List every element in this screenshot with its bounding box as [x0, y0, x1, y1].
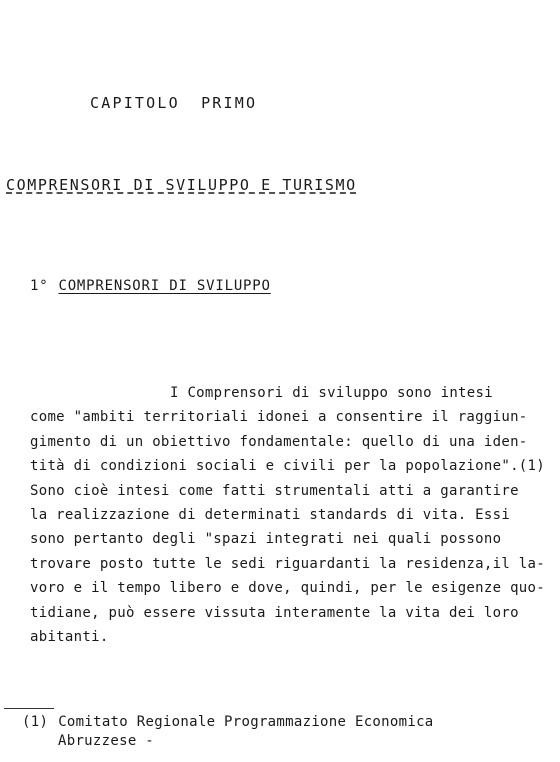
chapter-title: COMPRENSORI DI SVILUPPO E TURISMO — [6, 176, 357, 194]
footnote-text: Comitato Regionale Programmazione Economica — [58, 714, 434, 730]
paragraph-line: la realizzazione di determinati standards di vita. Essi — [30, 507, 511, 524]
paragraph-line: abitanti. — [30, 629, 109, 646]
chapter-label: CAPITOLO PRIMO — [90, 94, 258, 112]
paragraph-line: Sono cioè intesi come fatti strumentali atti a garantire — [30, 482, 519, 499]
footnote-line — [22, 713, 434, 732]
paragraph-line: voro e il tempo libero e dove, quindi, per le esigenze quo- — [30, 580, 545, 597]
paragraph-line: come "ambiti territoriali idonei a consentire il raggiun- — [30, 409, 528, 426]
section-heading — [30, 278, 271, 294]
footnote-line: Abruzzese - — [58, 733, 155, 749]
paragraph-line: I Comprensori di sviluppo sono intesi — [170, 385, 493, 401]
body-paragraph — [30, 381, 550, 649]
paragraph-line: tità di condizioni sociali e civili per la popolazione".(1) — [30, 458, 545, 475]
section-number: 1° — [30, 278, 49, 294]
paragraph-line: tidiane, può essere vissuta interamente la vita dei loro — [30, 604, 519, 621]
section-title: COMPRENSORI DI SVILUPPO — [58, 278, 271, 294]
footnote-marker: (1) — [22, 714, 49, 730]
footnote-separator — [4, 708, 54, 709]
paragraph-line: gimento di un obiettivo fondamentale: quello di una iden- — [30, 433, 528, 450]
paragraph-line: trovare posto tutte le sedi riguardanti la residenza,il la- — [30, 555, 545, 572]
footnote — [22, 713, 434, 751]
paragraph-line: sono pertanto degli "spazi integrati nei quali possono — [30, 531, 502, 548]
